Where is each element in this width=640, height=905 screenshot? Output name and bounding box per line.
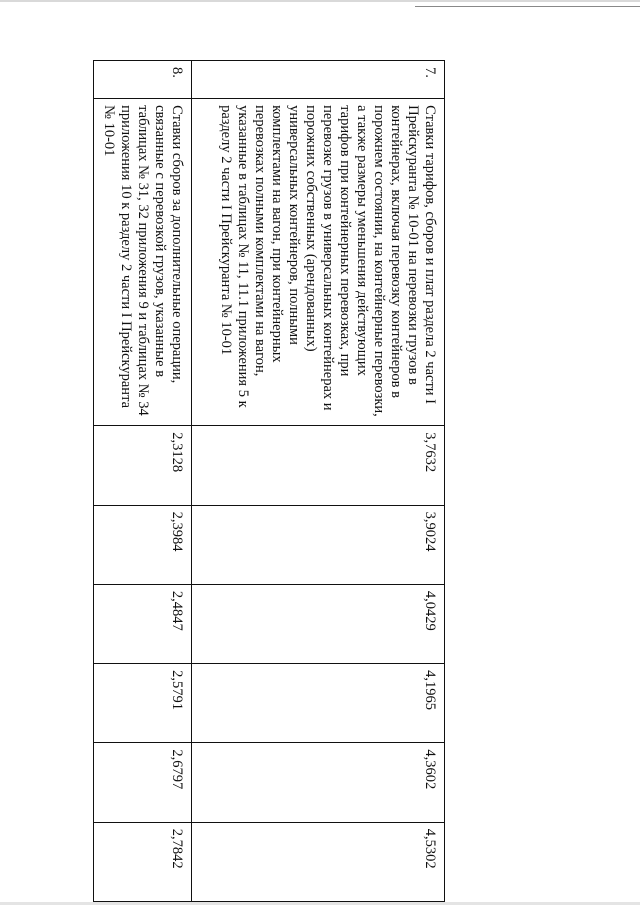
rate-value: 4,0429	[192, 584, 445, 663]
tariff-table	[93, 60, 445, 902]
rate-value: 2,3128	[94, 426, 192, 505]
rate-value: 2,7842	[94, 822, 192, 901]
rate-value: 4,3602	[192, 743, 445, 822]
rate-value: 3,9024	[192, 505, 445, 584]
rate-value: 2,3984	[94, 505, 192, 584]
row-description: Ставки тарифов, сборов и плат раздела 2 части I Прейскуранта № 10-01 на перевозки грузов в контейнерах, включая перевозку контейнеров в порожнем состоянии, на контейнерные перевозки, а также размеры уменьшения действующих тарифов при контейнерных перевозках, при перевозке грузов в универсальных контейнерах и порожних собственных (арендованных) универсальных контейнеров, полными комплектами на вагон, при контейнерных перевозках полными комплектами на вагон, указанные в таблицах № 11, 11.1 приложения 5 к разделу 2 части I Прейскуранта № 10-01	[192, 99, 445, 426]
scan-top-edge	[0, 0, 640, 2]
row-number: 8.	[94, 61, 192, 99]
scan-top-mark	[415, 6, 640, 7]
rate-value: 4,1965	[192, 664, 445, 743]
rate-value: 3,7632	[192, 426, 445, 505]
rate-value: 2,6797	[94, 743, 192, 822]
rotated-table-wrapper	[98, 60, 445, 902]
table-row	[94, 61, 192, 902]
rate-value: 4,5302	[192, 822, 445, 901]
row-description: Ставки сборов за дополнительные операции, связанные с перевозкой грузов, указанные в таблицах № 31, 32 приложения 9 и таблицах № 34 приложения 10 к разделу 2 части I Прейскуранта № 10-01	[94, 99, 192, 426]
row-number: 7.	[192, 61, 445, 99]
table-row	[192, 61, 445, 902]
rate-value: 2,4847	[94, 584, 192, 663]
rate-value: 2,5791	[94, 664, 192, 743]
